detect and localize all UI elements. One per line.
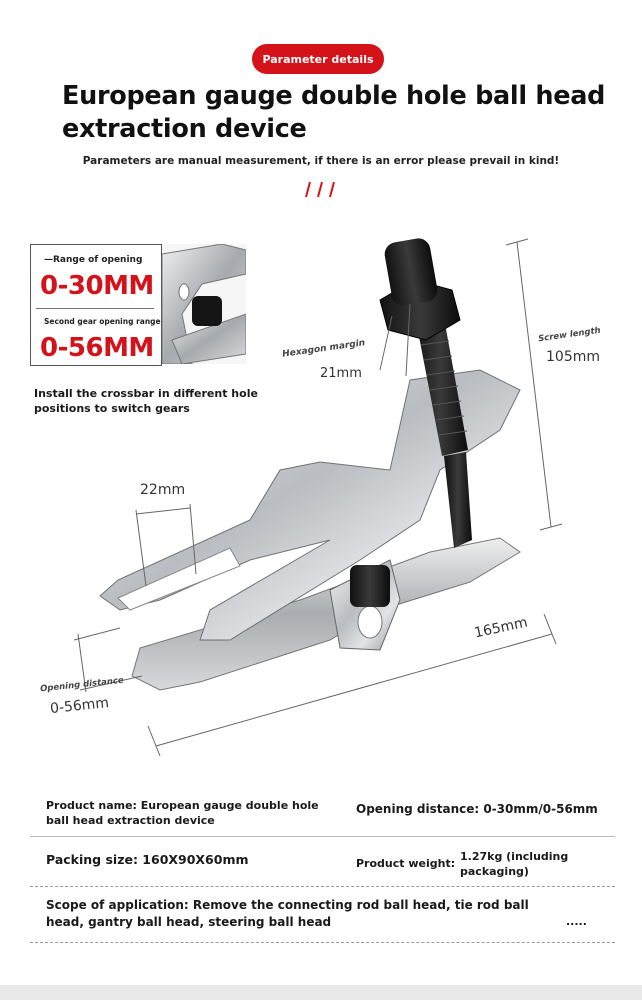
spec-packing-size: Packing size: 160X90X60mm bbox=[46, 852, 249, 867]
hexagon-margin-value: 21mm bbox=[320, 366, 362, 381]
spec-divider-1 bbox=[30, 836, 615, 837]
jaw-width-value: 22mm bbox=[140, 482, 186, 498]
subtitle: Parameters are manual measurement, if there is an error please prevail in kind! bbox=[82, 155, 560, 167]
spec-ellipsis: ..... bbox=[566, 915, 587, 928]
spec-product-name: Product name: European gauge double hole ball head extraction device bbox=[46, 799, 319, 827]
screw-length-label: Screw length bbox=[537, 325, 602, 345]
decorative-slashes-icon bbox=[298, 180, 344, 200]
box-divider bbox=[36, 308, 154, 309]
opening-distance-label: Opening distance bbox=[39, 675, 125, 695]
page-title bbox=[62, 80, 622, 146]
spec-scope: Scope of application: Remove the connecting rod ball head, tie rod ball head, gantry ball head, steering ball head bbox=[46, 898, 529, 929]
spec-divider-3 bbox=[30, 942, 615, 943]
jaw-closeup-image bbox=[162, 244, 246, 364]
spec-divider-2 bbox=[30, 886, 615, 887]
hexagon-margin-label: Hexagon margin bbox=[281, 338, 366, 360]
screw-length-value: 105mm bbox=[546, 349, 600, 365]
parameter-details-badge: Parameter details bbox=[252, 44, 384, 74]
install-note: Install the crossbar in different hole positions to switch gears bbox=[34, 387, 258, 415]
second-gear-range-label: Second gear opening range bbox=[44, 317, 161, 326]
second-gear-range-value: 0-56MM bbox=[40, 333, 154, 363]
overall-length-value: 165mm bbox=[472, 614, 530, 642]
spec-weight-value: 1.27kg (including packaging) bbox=[460, 850, 569, 878]
opening-distance-value: 0-56mm bbox=[49, 694, 110, 718]
spec-opening-distance: Opening distance: 0-30mm/0-56mm bbox=[356, 802, 598, 816]
title-line-2: extraction device bbox=[62, 114, 307, 144]
range-of-opening-label: —Range of opening bbox=[44, 255, 143, 265]
range-of-opening-value: 0-30MM bbox=[40, 271, 154, 301]
bottom-bar bbox=[0, 985, 642, 1000]
title-line-1: European gauge double hole ball head bbox=[62, 81, 606, 111]
spec-weight-label: Product weight: bbox=[356, 857, 456, 870]
